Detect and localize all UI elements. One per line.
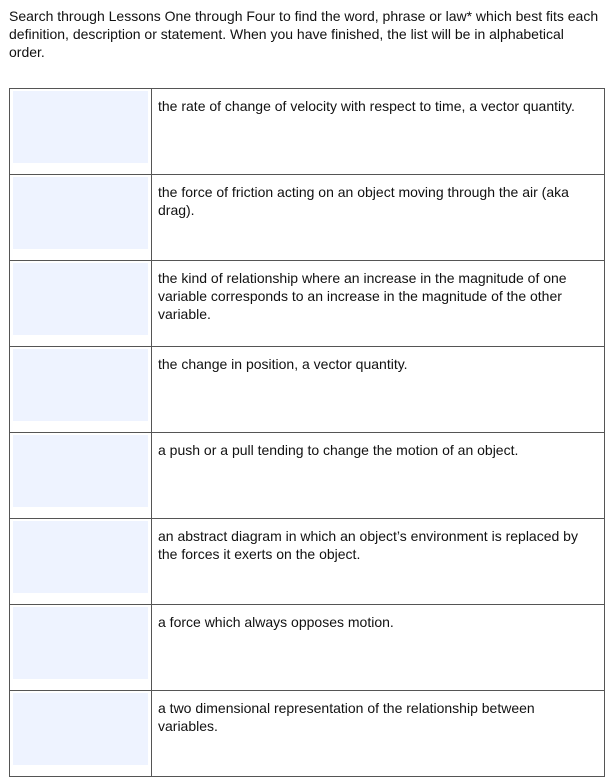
answer-input[interactable]	[13, 521, 148, 593]
definition-cell: the force of friction acting on an object moving through the air (aka drag).	[152, 175, 605, 261]
definition-cell: a force which always opposes motion.	[152, 605, 605, 691]
answer-cell	[10, 175, 152, 261]
answer-cell	[10, 433, 152, 519]
answer-cell	[10, 519, 152, 605]
definition-cell: the change in position, a vector quantity.	[152, 347, 605, 433]
answer-input[interactable]	[13, 693, 148, 765]
answer-cell	[10, 691, 152, 777]
table-row	[10, 347, 605, 433]
answer-input[interactable]	[13, 177, 148, 249]
answer-input[interactable]	[13, 607, 148, 679]
definition-cell: the kind of relationship where an increase in the magnitude of one variable corresponds to an increase in the magnitude of the other variable.	[152, 261, 605, 347]
answer-input[interactable]	[13, 91, 148, 163]
answer-cell	[10, 89, 152, 175]
answer-input[interactable]	[13, 263, 148, 335]
answer-cell	[10, 347, 152, 433]
definition-cell: a two dimensional representation of the relationship between variables.	[152, 691, 605, 777]
answer-input[interactable]	[13, 435, 148, 507]
table-row	[10, 433, 605, 519]
instructions-text: Search through Lessons One through Four to find the word, phrase or law* which best fits each definition, description or statement. When you have finished, the list will be in alphabetical order.	[9, 8, 599, 60]
answer-input[interactable]	[13, 349, 148, 421]
table-row	[10, 519, 605, 605]
answer-cell	[10, 261, 152, 347]
definition-cell: an abstract diagram in which an object’s environment is replaced by the forces it exerts on the object.	[152, 519, 605, 605]
table-row	[10, 605, 605, 691]
table-row	[10, 691, 605, 777]
definition-cell: the rate of change of velocity with respect to time, a vector quantity.	[152, 89, 605, 175]
answer-cell	[10, 605, 152, 691]
table-row	[10, 89, 605, 175]
vocabulary-table	[9, 88, 605, 777]
table-row	[10, 261, 605, 347]
table-row	[10, 175, 605, 261]
definition-cell: a push or a pull tending to change the motion of an object.	[152, 433, 605, 519]
